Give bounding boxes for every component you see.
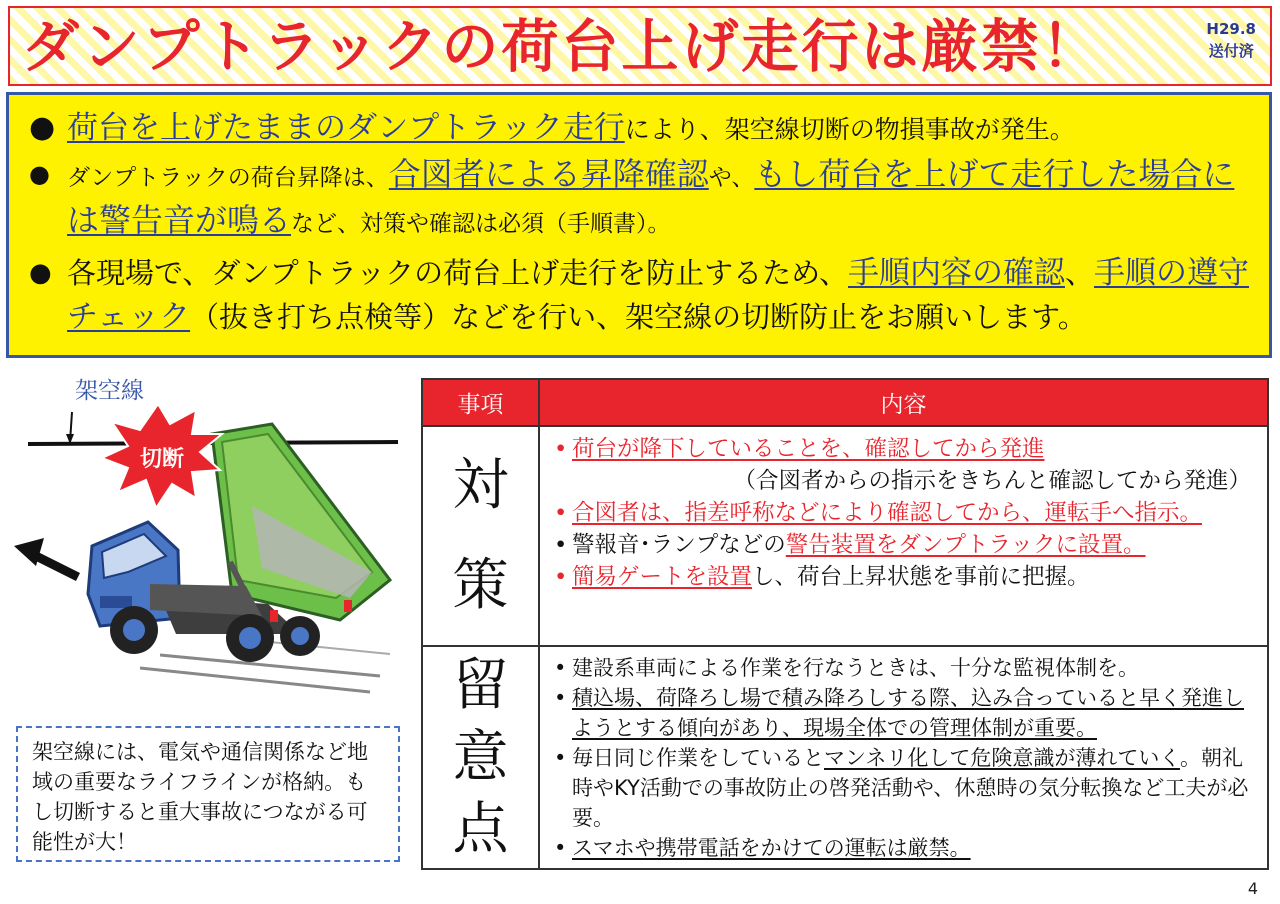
bullet-icon: • — [554, 500, 568, 526]
list-item-text: 積込場、荷降ろし場で積み降ろしする際、込み合っていると早く発進しようとする傾向があり、現場全体での管理体制が重要。 — [572, 686, 1244, 740]
list-item-text: し、荷台上昇状態を事前に把握。 — [752, 564, 1090, 590]
list-item — [552, 433, 1257, 497]
bullet-icon: • — [554, 686, 567, 710]
summary-text: （抜き打ち点検等）などを行い、架空線の切断防止をお願いします。 — [190, 300, 1087, 334]
list-item — [552, 833, 1257, 863]
bullet-icon: • — [554, 564, 568, 590]
list-item — [552, 561, 1257, 593]
summary-highlight: 手順の遵守チェック — [67, 255, 1249, 335]
row-label-char: 対 — [452, 453, 509, 518]
column-header-item: 事項 — [422, 379, 539, 426]
column-header-content: 内容 — [539, 379, 1268, 426]
list-item-text: 警報音･ランプなどの — [572, 532, 786, 558]
list-item-subtext: （合図者からの指示をきちんと確認してから発進） — [733, 468, 1251, 494]
bullet-icon: • — [554, 436, 568, 462]
table-row-cautions — [422, 646, 1268, 869]
dump-truck-illustration — [0, 372, 410, 717]
list-item-text: 合図者は、指差呼称などにより確認してから、運転手へ指示。 — [572, 500, 1203, 526]
list-item-text: 毎日同じ作業をしていると — [572, 746, 824, 770]
row-label-char: 意 — [452, 724, 509, 790]
summary-item — [23, 251, 1255, 339]
summary-text: や、 — [708, 165, 755, 191]
sent-note-status: 送付済 — [1208, 42, 1254, 60]
list-item — [552, 653, 1257, 683]
dump-truck-icon — [0, 372, 410, 717]
bullet-icon: • — [554, 746, 567, 770]
summary-text: により、架空線切断の物損事故が発生。 — [624, 115, 1075, 144]
overhead-line-label: 架空線 — [75, 378, 144, 404]
summary-item — [23, 153, 1255, 245]
countermeasures-list — [540, 427, 1267, 597]
row-label-char: 点 — [452, 796, 509, 862]
bullet-icon: • — [554, 532, 568, 558]
bullet-icon: • — [554, 836, 567, 860]
cautions-list — [540, 647, 1267, 867]
list-item — [552, 529, 1257, 561]
bullet-icon: ● — [29, 160, 50, 188]
cut-label: 切断 — [140, 447, 185, 472]
bullet-icon: ● — [29, 258, 52, 288]
list-item-text: スマホや携帯電話をかけての運転は厳禁。 — [572, 836, 971, 860]
list-item-text: 建設系車両による作業を行なうときは、十分な監視体制を。 — [572, 656, 1139, 680]
list-item — [552, 497, 1257, 529]
countermeasures-content — [539, 426, 1268, 646]
row-label-countermeasures — [422, 426, 539, 646]
summary-text: ダンプトラックの荷台昇降は、 — [67, 165, 389, 191]
summary-text: 各現場で、ダンプトラックの荷台上げ走行を防止するため、 — [67, 256, 848, 290]
list-item — [552, 743, 1257, 833]
lifeline-callout: 架空線には、電気や通信関係など地域の重要なライフラインが格納。もし切断すると重大事故につながる可能性が大！ — [16, 726, 400, 862]
sent-note — [1206, 18, 1256, 62]
measures-table — [421, 378, 1269, 870]
row-label-char: 策 — [452, 553, 509, 618]
sent-note-date: H29.8 — [1206, 20, 1256, 38]
summary-highlight: 合図者による昇降確認 — [388, 155, 709, 193]
list-item — [552, 683, 1257, 743]
summary-box — [6, 92, 1272, 358]
list-item-text: 。朝礼時やKY活動での事故防止の啓発活動や、休憩時の気分転換など工夫が必要。 — [572, 746, 1249, 830]
title-banner — [8, 6, 1272, 86]
list-item-text: 荷台が降下していることを、確認してから発進 — [572, 436, 1045, 462]
list-item-highlight: マンネリ化して危険意識が薄れていく — [824, 746, 1180, 770]
cautions-content — [539, 646, 1268, 869]
list-item-highlight: 警告装置をダンプトラックに設置。 — [785, 532, 1146, 558]
summary-text: 、 — [1064, 256, 1094, 290]
summary-highlight: 手順内容の確認 — [847, 255, 1065, 291]
row-label-char: 留 — [452, 652, 509, 718]
summary-item — [23, 105, 1255, 153]
table-header-row — [422, 379, 1268, 426]
bullet-icon: • — [554, 656, 567, 680]
summary-highlight: もし荷台を上げて走行した場合には警告音が鳴る — [67, 155, 1235, 239]
bullet-icon: ● — [29, 110, 56, 145]
page-title: ダンプトラックの荷台上げ走行は厳禁！ — [22, 14, 1102, 80]
row-label-cautions — [422, 646, 539, 869]
page-number: 4 — [1247, 879, 1258, 898]
list-item-highlight: 簡易ゲートを設置 — [572, 564, 753, 590]
table-row-countermeasures — [422, 426, 1268, 646]
summary-text: など、対策や確認は必須（手順書）。 — [291, 211, 671, 237]
summary-highlight: 荷台を上げたままのダンプトラック走行 — [67, 110, 625, 146]
